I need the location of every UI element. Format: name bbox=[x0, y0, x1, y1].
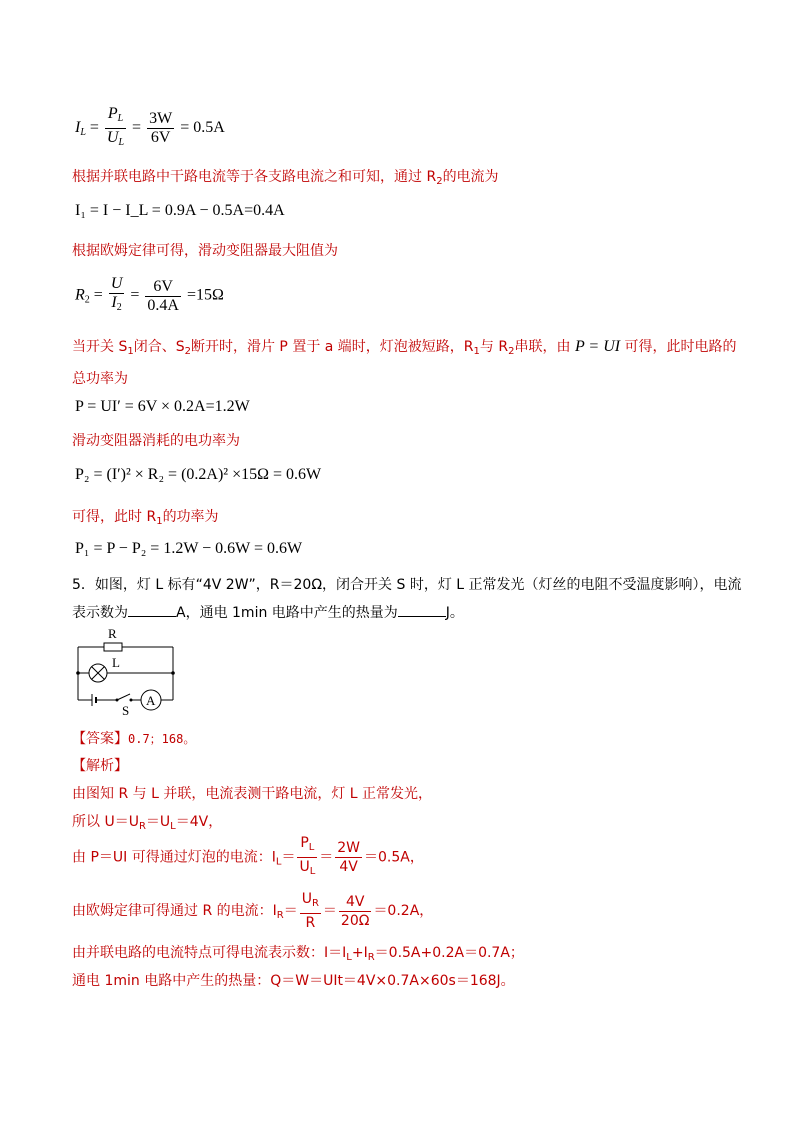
text-rheostat-power: 滑动变阻器消耗的电功率为 bbox=[72, 433, 240, 449]
formula-p-total: P = UI′ = 6V × 0.2A=1.2W bbox=[75, 398, 250, 415]
switch-s bbox=[117, 694, 130, 700]
label-s: S bbox=[122, 703, 130, 715]
question-line2: 表示数为 A，通电 1min 电路中产生的热量为 J。 bbox=[72, 605, 464, 621]
analysis-line1: 由图知 R 与 L 并联，电流表测干路电流，灯 L 正常发光， bbox=[72, 786, 433, 802]
text-r1-power: 可得，此时 $R_1$的功率为 bbox=[72, 509, 219, 527]
question-line1: 5．如图，灯 L 标有“4V 2W”，R＝20Ω，闭合开关 S 时，灯 L 正常发光（灯丝的电阻不受温度影响），电流 bbox=[72, 577, 742, 593]
formula-i1: I₁ = I − I_L = 0.9A − 0.5A=0.4A bbox=[75, 202, 285, 219]
resistor-r bbox=[104, 643, 122, 651]
text-parallel-current: 根据并联电路中干路电流等于各支路电流之和可知，通过 $R_2$的电流为 bbox=[72, 169, 499, 187]
formula-p2: P₂ = (I′)² × R₂ = (0.2A)² ×15Ω = 0.6W bbox=[75, 466, 322, 483]
text-ohms-law: 根据欧姆定律可得，滑动变阻器最大阻值为 bbox=[72, 243, 338, 259]
circuit-diagram bbox=[70, 625, 185, 715]
label-r: R bbox=[108, 626, 117, 641]
analysis-label: 【解析】 bbox=[72, 758, 128, 774]
analysis-line5: 由并联电路的电流特点可得电流表示数：$I=I_L+I_R=0.5A+0.2A=0.7A$； bbox=[72, 945, 524, 963]
analysis-line6: 通电 1min 电路中产生的热量：Q＝W＝UIt＝4V×0.7A×60s＝168J。 bbox=[72, 973, 515, 989]
label-a: A bbox=[146, 693, 156, 708]
analysis-line3: 由 P＝UI 可得通过灯泡的电流：$I_L=$ $\frac{P_L}{U_L}$ ＝ $\frac{2W}{4V}$ ＝0.5A， bbox=[72, 835, 424, 877]
formula-r2: $R_2$ = $\frac{U}{I_2}$ = $\frac{6V}{0.4A}$ =15Ω bbox=[75, 275, 224, 314]
label-l: L bbox=[112, 655, 120, 670]
answer: 【答案】0.7；168。 bbox=[72, 731, 196, 747]
text-total-power: 总功率为 bbox=[72, 371, 128, 387]
analysis-line2: 所以 $U=U_R=U_L=4V$， bbox=[72, 814, 223, 832]
text-switch-state: 当开关 $S_1$闭合、$S_2$断开时，滑片 P 置于 a 端时，灯泡被短路，$R_1$与 $R_2$串联，由 P = UI 可得，此时电路的 bbox=[72, 338, 737, 357]
analysis-line4: 由欧姆定律可得通过 R 的电流：$I_R=$ $\frac{U_R}{R}$ ＝ $\frac{4V}{20\Omega}$ ＝0.2A， bbox=[72, 891, 434, 931]
formula-il: $I_L$ = $\frac{P_L}{U_L}$ = $\frac{3W}{6V}$ = 0.5A bbox=[75, 105, 225, 148]
formula-p1: P₁ = P − P₂ = 1.2W − 0.6W = 0.6W bbox=[75, 540, 303, 557]
